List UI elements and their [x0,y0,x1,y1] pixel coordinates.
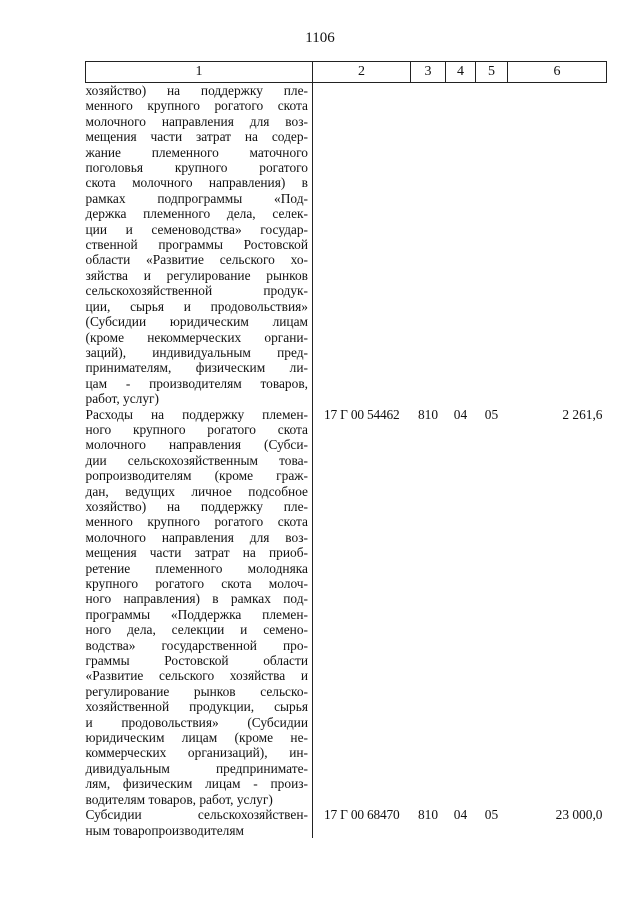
description-line: поголовья крупного рогатого [85,160,308,176]
column-header-4: 4 [446,62,476,83]
description-line: юридическим лицам (кроме не- [85,730,308,746]
description-line: ного дела, селекции и семено- [85,622,308,638]
column-header-1: 1 [86,62,313,83]
section-code: 04 [453,807,468,823]
section-code: 04 [453,406,468,422]
description-line: «Развитие сельского хозяйства и [85,668,308,684]
description-line: ретение племенного молодняка [85,560,308,576]
budget-table [85,61,607,838]
table-row [86,807,607,838]
description-line: программы «Поддержка племен- [85,606,308,622]
description-line: крупного рогатого скота молоч- [85,576,308,591]
section-code [446,83,476,407]
description-line: (кроме некоммерческих органи- [85,329,308,345]
description-line: цам - производителям товаров, [85,375,308,391]
description-line: хозяйственной продукции, сырья [85,699,308,715]
description-line: ного крупного рогатого скота [85,421,308,437]
subsection-code: 05 [484,807,499,823]
description-line: ным товаропроизводителям [85,822,244,838]
description-line: ции и семеноводства» государ- [85,221,308,237]
table-body [86,83,607,838]
description-line: хозяйство) на поддержку пле- [85,83,308,98]
description-line: и продовольствия» (Субсидии [85,714,308,730]
description-line: хозяйство) на поддержку пле- [85,498,308,514]
table-row [86,407,607,808]
description-line: держка племенного дела, селек- [85,206,308,222]
description-line: Субсидии сельскохозяйствен- [85,807,308,823]
description-line: регулирование рынков сельско- [85,683,308,699]
description-line: жание племенного маточного [85,144,308,160]
description-line: сельскохозяйственной продук- [85,283,308,299]
description-line: дан, ведущих личное подсобное [85,483,308,499]
description-line: зяйства и регулирование рынков [85,267,308,283]
amount-value: 2 261,6 [562,406,603,422]
description-line: граммы Ростовской области [85,653,308,669]
amount-value [508,83,607,407]
column-header-3: 3 [411,62,446,83]
expense-type-code: 810 [417,406,439,422]
column-header-2: 2 [313,62,411,83]
description-line: молочного направления для воз- [85,529,308,545]
amount-value: 23 000,0 [555,807,603,823]
description-line: заций), индивидуальным пред- [85,344,308,360]
description-line: дии сельскохозяйственным това- [85,452,308,468]
description-line: ного направления) в рамках под- [85,591,308,607]
description-line: принимателям, физическим ли- [85,360,308,376]
description-line: менного крупного рогатого скота [85,514,308,530]
description-line: работ, услуг) [85,391,159,407]
column-header-5: 5 [476,62,508,83]
description-line: скота молочного направления) в [85,175,308,191]
description-line: ции, сырья и продовольствия» [85,298,308,314]
description-line: Расходы на поддержку племен- [85,406,308,422]
expense-type-code [411,83,446,407]
description-line: дивидуальным предпринимате- [85,760,308,776]
subsection-code: 05 [484,406,499,422]
description-line: молочного направления для воз- [85,113,308,129]
description-line: лям, физическим лицам - произ- [85,776,308,792]
description-line: менного крупного рогатого скота [85,98,308,114]
row-description [86,407,313,808]
description-line: области «Развитие сельского хо- [85,252,308,268]
row-description [86,83,313,407]
description-line: коммерческих организаций), ин- [85,745,308,761]
table-row [86,83,607,407]
target-code: 17 Г 00 54462 [324,406,400,422]
description-line: рамках подпрограммы «Под- [85,190,308,206]
column-header-6: 6 [508,62,607,83]
subsection-code [476,83,508,407]
description-line: мещения части затрат на содер- [85,129,308,145]
target-code [313,83,411,407]
description-line: водителям товаров, работ, услуг) [85,791,273,807]
table-header-row [86,62,607,83]
expense-type-code: 810 [417,807,439,823]
description-line: мещения части затрат на приоб- [85,545,308,561]
description-line: (Субсидии юридическим лицам [85,314,308,330]
description-line: водства» государственной про- [85,637,308,653]
description-line: молочного направления (Субси- [85,437,308,453]
row-description [86,807,313,838]
description-line: ропроизводителям (кроме граж- [85,468,308,484]
description-line: ственной программы Ростовской [85,237,308,253]
page-number: 1106 [305,30,335,46]
target-code: 17 Г 00 68470 [324,807,400,823]
